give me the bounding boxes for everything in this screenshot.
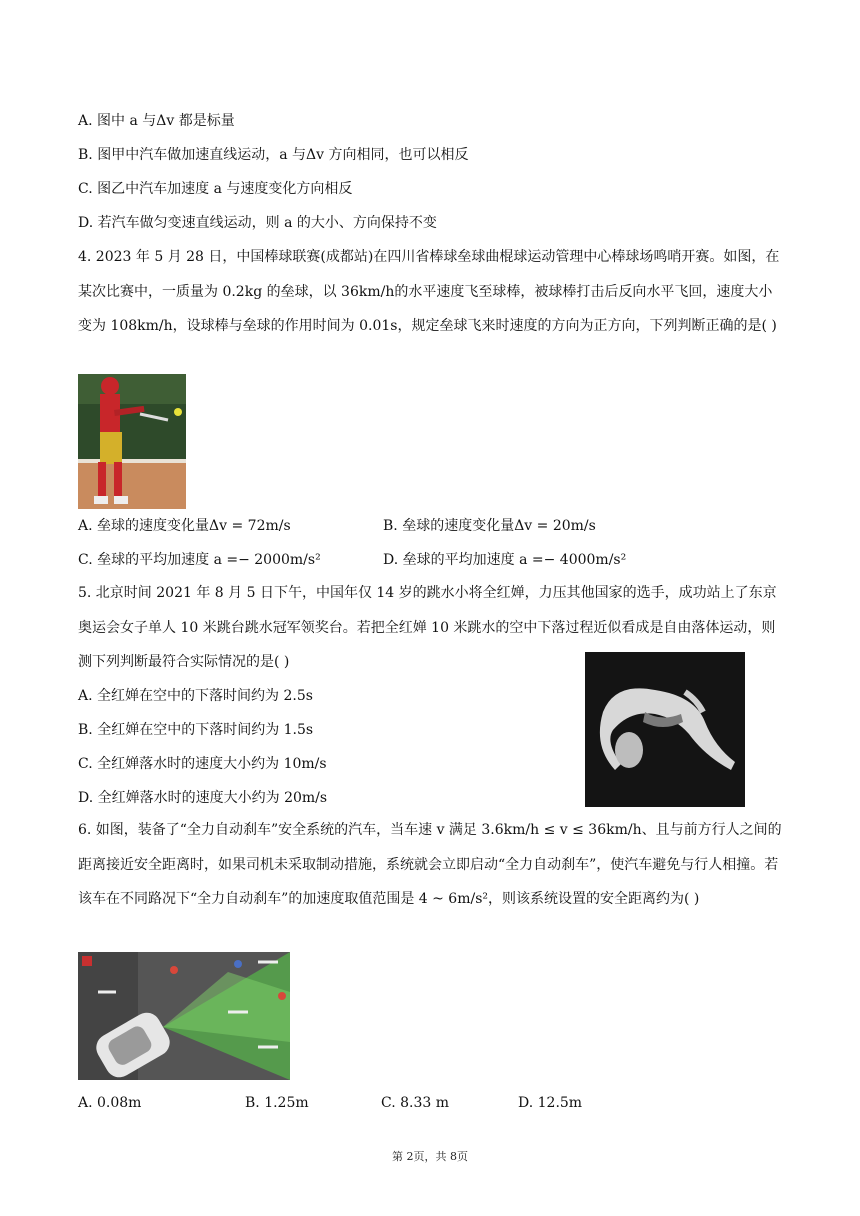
q3-option-b: B. 图甲中汽车做加速直线运动，a 与Δv 方向相同，也可以相反 xyxy=(78,147,469,163)
page-footer: 第 2页，共 8页 xyxy=(392,1150,468,1163)
q3-option-c: C. 图乙中汽车加速度 a 与速度变化方向相反 xyxy=(78,181,353,197)
q6-option-d: D. 12.5m xyxy=(518,1095,583,1111)
q4-stem: 4. 2023 年 5 月 28 日，中国棒球联赛(成都站)在四川省棒球垒球曲棍球运动管理中心棒球场鸣哨开赛。如图，在某次比赛中，一质量为 0.2kg 的垒球，以 36km/h的水平速度飞至球棒，被球棒打击后反向水平飞回，速度大小变为 108km/h，设球棒与垒球的作用时间为 0.01s，规定垒球飞来时速度的方向为正方向，下列判断正确的是( ) xyxy=(78,249,780,334)
q6-option-c: C. 8.33 m xyxy=(381,1095,450,1111)
q6-stem: 6. 如图，装备了“全力自动刹车”安全系统的汽车，当车速 v 满足 3.6km/h ≤ v ≤ 36km/h、且与前方行人之间的距离接近安全距离时，如果司机未采取制动措施，系统就会立即启动“全力自动刹车”，使汽车避免与行人相撞。若该车在不同路况下“全力自动刹车”的加速度取值范围是 4 ~ 6m/s²，则该系统设置的安全距离约为( ) xyxy=(78,822,782,907)
q6-option-a: A. 0.08m xyxy=(78,1095,142,1111)
q6-option-b: B. 1.25m xyxy=(245,1095,309,1111)
q5-option-a: A. 全红婵在空中的下落时间约为 2.5s xyxy=(78,688,313,704)
q4-option-d: D. 垒球的平均加速度 a =− 4000m/s² xyxy=(383,552,627,568)
q4-option-a: A. 垒球的速度变化量Δv = 72m/s xyxy=(78,518,291,534)
diver-image xyxy=(585,652,745,807)
auto-brake-car-image xyxy=(78,952,290,1080)
q5-option-b: B. 全红婵在空中的下落时间约为 1.5s xyxy=(78,722,314,738)
softball-batter-image xyxy=(78,374,186,509)
q4-option-b: B. 垒球的速度变化量Δv = 20m/s xyxy=(383,518,596,534)
q5-option-c: C. 全红婵落水时的速度大小约为 10m/s xyxy=(78,756,327,772)
q3-option-d: D. 若汽车做匀变速直线运动，则 a 的大小、方向保持不变 xyxy=(78,215,437,231)
q5-option-d: D. 全红婵落水时的速度大小约为 20m/s xyxy=(78,790,328,806)
q3-option-a: A. 图中 a 与Δv 都是标量 xyxy=(78,113,235,129)
q5-stem: 5. 北京时间 2021 年 8 月 5 日下午，中国年仅 14 岁的跳水小将全红婵，力压其他国家的选手，成功站上了东京奥运会女子单人 10 米跳台跳水冠军领奖台。若把全红婵 10 米跳水的空中下落过程近似看成是自由落体运动，则测下列判断最符合实际情况的是( ) xyxy=(78,585,777,670)
q4-option-c: C. 垒球的平均加速度 a =− 2000m/s² xyxy=(78,552,321,568)
